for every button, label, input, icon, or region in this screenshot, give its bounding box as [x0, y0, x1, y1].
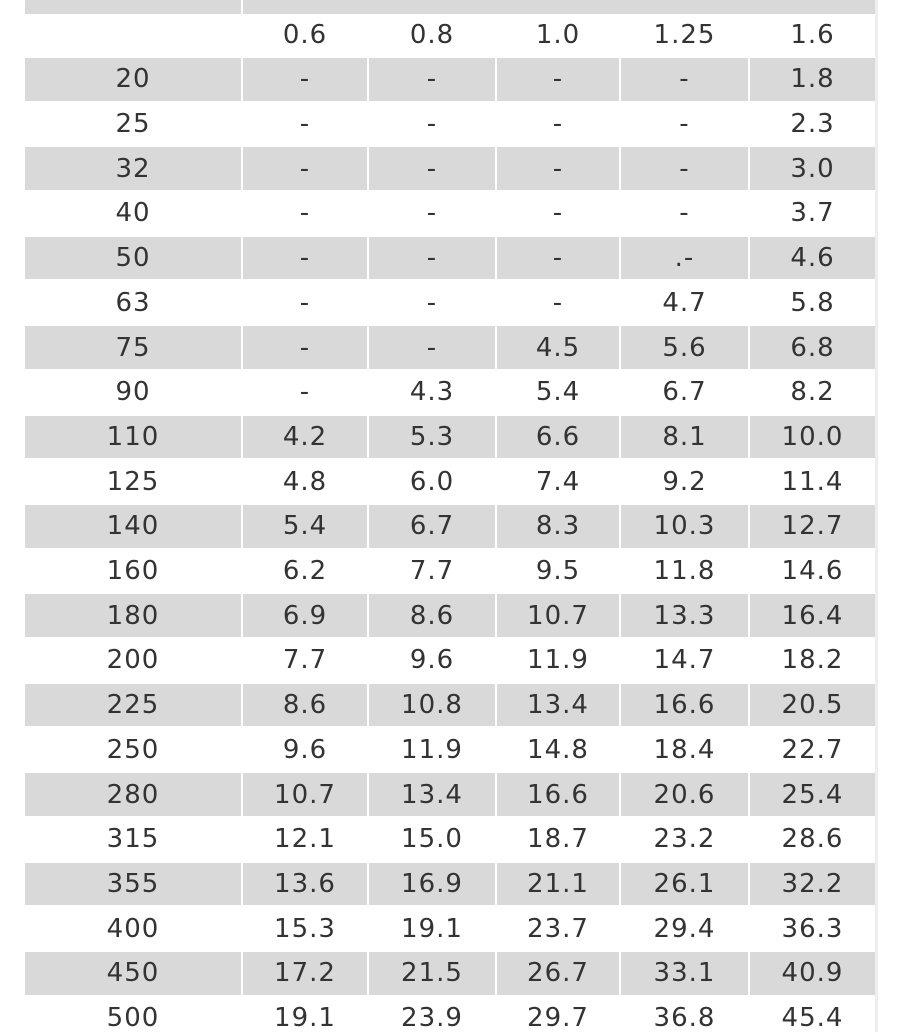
size-cell: 50 — [25, 237, 243, 280]
value-cell: 20.6 — [621, 773, 750, 816]
size-cell: 280 — [25, 773, 243, 816]
value-cell: 17.2 — [243, 952, 369, 995]
header-cell: 1.6 — [750, 14, 875, 56]
value-cell: 15.0 — [369, 818, 497, 861]
size-cell: 40 — [25, 192, 243, 235]
value-cell: 9.5 — [497, 550, 621, 593]
value-cell: 14.8 — [497, 729, 621, 772]
value-cell: 5.4 — [243, 505, 369, 548]
size-cell: 180 — [25, 594, 243, 637]
value-cell: - — [497, 237, 621, 280]
value-cell: 23.9 — [369, 997, 497, 1032]
value-cell: 6.8 — [750, 326, 875, 369]
value-cell: 6.7 — [621, 371, 750, 414]
value-cell: 11.4 — [750, 460, 875, 503]
value-cell: 16.4 — [750, 594, 875, 637]
value-cell: 29.4 — [621, 907, 750, 950]
value-cell: 15.3 — [243, 907, 369, 950]
value-cell: 25.4 — [750, 773, 875, 816]
value-cell: - — [243, 282, 369, 325]
size-cell: 450 — [25, 952, 243, 995]
size-cell: 400 — [25, 907, 243, 950]
table-row — [25, 371, 875, 414]
table-row — [25, 952, 875, 995]
size-cell: 25 — [25, 103, 243, 146]
value-cell: - — [369, 103, 497, 146]
value-cell: 7.7 — [369, 550, 497, 593]
value-cell: 9.2 — [621, 460, 750, 503]
table-row — [25, 594, 875, 637]
value-cell: - — [497, 192, 621, 235]
value-cell: 8.2 — [750, 371, 875, 414]
value-cell: 18.2 — [750, 639, 875, 682]
value-cell: 20.5 — [750, 684, 875, 727]
value-cell: 11.9 — [497, 639, 621, 682]
value-cell: 2.3 — [750, 103, 875, 146]
size-cell: 500 — [25, 997, 243, 1032]
table-row — [25, 147, 875, 190]
value-cell: 19.1 — [369, 907, 497, 950]
value-cell: - — [243, 371, 369, 414]
value-cell: 11.8 — [621, 550, 750, 593]
table-row — [25, 103, 875, 146]
header-row — [25, 14, 875, 56]
value-cell: 23.7 — [497, 907, 621, 950]
value-cell: 3.7 — [750, 192, 875, 235]
header-cell: 0.8 — [369, 14, 497, 56]
value-cell: 10.0 — [750, 416, 875, 459]
value-cell: 9.6 — [369, 639, 497, 682]
page-edge-divider — [875, 0, 878, 1032]
value-cell: 22.7 — [750, 729, 875, 772]
size-cell: 315 — [25, 818, 243, 861]
table-row — [25, 58, 875, 101]
value-cell: - — [497, 147, 621, 190]
table-row — [25, 326, 875, 369]
size-cell: 75 — [25, 326, 243, 369]
table-row — [25, 550, 875, 593]
value-cell: 18.4 — [621, 729, 750, 772]
size-cell: 20 — [25, 58, 243, 101]
value-cell: 13.6 — [243, 863, 369, 906]
table-row — [25, 729, 875, 772]
size-cell: 125 — [25, 460, 243, 503]
header-empty-cell — [25, 14, 243, 56]
value-cell: - — [243, 192, 369, 235]
value-cell: 6.2 — [243, 550, 369, 593]
value-cell: 16.6 — [621, 684, 750, 727]
value-cell: 9.6 — [243, 729, 369, 772]
table-row — [25, 863, 875, 906]
value-cell: - — [369, 58, 497, 101]
value-cell: - — [243, 147, 369, 190]
table-row — [25, 460, 875, 503]
value-cell: 13.4 — [497, 684, 621, 727]
value-cell: 10.7 — [243, 773, 369, 816]
value-cell: 18.7 — [497, 818, 621, 861]
table-row — [25, 282, 875, 325]
value-cell: 11.9 — [369, 729, 497, 772]
value-cell: 5.6 — [621, 326, 750, 369]
value-cell: 36.3 — [750, 907, 875, 950]
header-cell: 1.25 — [621, 14, 750, 56]
value-cell: 29.7 — [497, 997, 621, 1032]
value-cell: 32.2 — [750, 863, 875, 906]
table-row — [25, 192, 875, 235]
value-cell: 4.3 — [369, 371, 497, 414]
table-row — [25, 997, 875, 1032]
value-cell: 4.5 — [497, 326, 621, 369]
value-cell: 33.1 — [621, 952, 750, 995]
value-cell: 6.0 — [369, 460, 497, 503]
table-row — [25, 907, 875, 950]
value-cell: 13.4 — [369, 773, 497, 816]
size-cell: 140 — [25, 505, 243, 548]
value-cell: 4.2 — [243, 416, 369, 459]
value-cell: 6.7 — [369, 505, 497, 548]
value-cell: 23.2 — [621, 818, 750, 861]
value-cell: - — [621, 58, 750, 101]
value-cell: 14.7 — [621, 639, 750, 682]
value-cell: 10.7 — [497, 594, 621, 637]
value-cell: 7.7 — [243, 639, 369, 682]
size-cell: 225 — [25, 684, 243, 727]
value-cell: - — [243, 237, 369, 280]
value-cell: 5.4 — [497, 371, 621, 414]
table-row — [25, 818, 875, 861]
pipe-spec-table — [25, 0, 875, 1032]
table-row — [25, 416, 875, 459]
value-cell: 3.0 — [750, 147, 875, 190]
value-cell: 6.6 — [497, 416, 621, 459]
value-cell: 19.1 — [243, 997, 369, 1032]
table-row — [25, 639, 875, 682]
value-cell: 6.9 — [243, 594, 369, 637]
value-cell: 12.1 — [243, 818, 369, 861]
value-cell: 8.3 — [497, 505, 621, 548]
value-cell: - — [497, 58, 621, 101]
value-cell: - — [369, 147, 497, 190]
value-cell: 8.6 — [243, 684, 369, 727]
value-cell: 7.4 — [497, 460, 621, 503]
value-cell: 8.1 — [621, 416, 750, 459]
value-cell: - — [497, 282, 621, 325]
size-cell: 90 — [25, 371, 243, 414]
value-cell: 13.3 — [621, 594, 750, 637]
value-cell: 4.7 — [621, 282, 750, 325]
size-cell: 63 — [25, 282, 243, 325]
value-cell: - — [369, 326, 497, 369]
value-cell: 21.5 — [369, 952, 497, 995]
table-row — [25, 773, 875, 816]
size-cell: 250 — [25, 729, 243, 772]
value-cell: 26.1 — [621, 863, 750, 906]
value-cell: - — [369, 237, 497, 280]
value-cell: 5.3 — [369, 416, 497, 459]
value-cell: 45.4 — [750, 997, 875, 1032]
value-cell: 16.9 — [369, 863, 497, 906]
value-cell: 40.9 — [750, 952, 875, 995]
value-cell: 4.6 — [750, 237, 875, 280]
value-cell: - — [369, 282, 497, 325]
value-cell: - — [369, 192, 497, 235]
header-caption — [243, 0, 875, 14]
header-cell: 0.6 — [243, 14, 369, 56]
value-cell: - — [621, 192, 750, 235]
size-cell: 355 — [25, 863, 243, 906]
value-cell: 8.6 — [369, 594, 497, 637]
value-cell: 14.6 — [750, 550, 875, 593]
value-cell: .- — [621, 237, 750, 280]
value-cell: - — [243, 103, 369, 146]
size-cell: 160 — [25, 550, 243, 593]
value-cell: 1.8 — [750, 58, 875, 101]
value-cell: 36.8 — [621, 997, 750, 1032]
value-cell: 26.7 — [497, 952, 621, 995]
value-cell: 10.8 — [369, 684, 497, 727]
value-cell: 5.8 — [750, 282, 875, 325]
size-cell: 32 — [25, 147, 243, 190]
value-cell: 10.3 — [621, 505, 750, 548]
value-cell: - — [621, 147, 750, 190]
table-row — [25, 505, 875, 548]
value-cell: - — [497, 103, 621, 146]
value-cell: - — [243, 326, 369, 369]
value-cell: - — [243, 58, 369, 101]
value-cell: 21.1 — [497, 863, 621, 906]
table-row — [25, 684, 875, 727]
value-cell: 4.8 — [243, 460, 369, 503]
size-cell: 110 — [25, 416, 243, 459]
value-cell: 12.7 — [750, 505, 875, 548]
value-cell: 16.6 — [497, 773, 621, 816]
size-cell: 200 — [25, 639, 243, 682]
value-cell: - — [621, 103, 750, 146]
value-cell: 28.6 — [750, 818, 875, 861]
header-cell: 1.0 — [497, 14, 621, 56]
table-row — [25, 237, 875, 280]
